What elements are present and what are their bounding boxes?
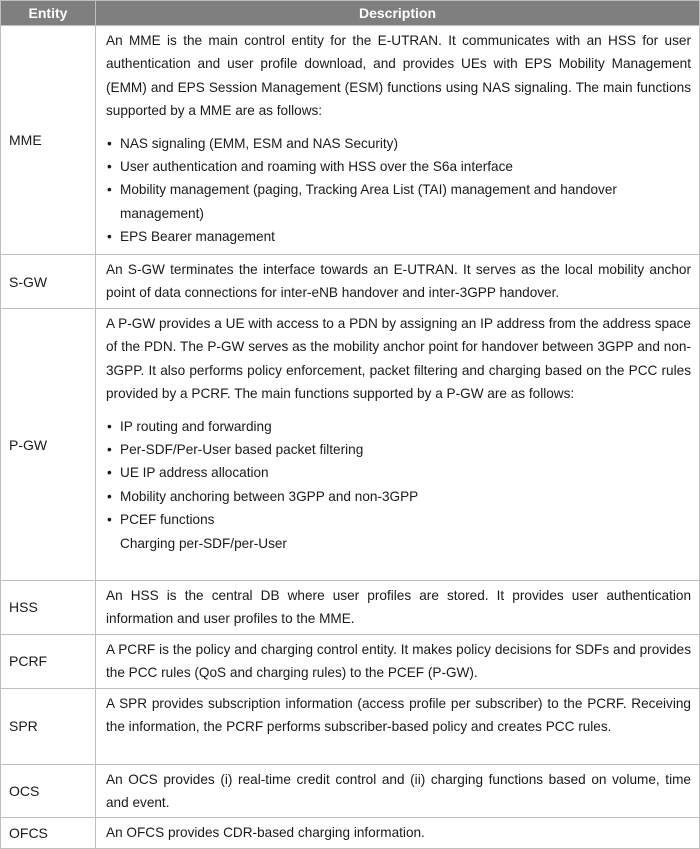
entity-description [96,309,700,581]
entity-name: MME [1,26,96,255]
list-item: • EPS Bearer management [106,225,691,248]
description-text: An OCS provides (i) real-time credit control and (ii) charging functions based on volume, time and event. [106,771,691,811]
table-row [1,688,700,764]
bullet-list [106,132,691,249]
table-row [1,26,700,255]
table-row [1,309,700,581]
list-item: • PCEF functions [106,508,691,531]
entity-name: HSS [1,581,96,635]
bullet-icon: • [107,229,112,245]
entity-description [96,581,700,635]
entity-description [96,26,700,255]
bullet-list [106,415,691,532]
description-text: An MME is the main control entity for the E-UTRAN. It communicates with an HSS for user authentication and user profile download, and provides UEs with EPS Mobility Management (EMM) and EPS Session Management (ESM) functions using NAS signaling. The main functions supported by a MME are as follows: [106,33,691,119]
entity-name: SPR [1,688,96,764]
table-row [1,581,700,635]
entity-name: OCS [1,764,96,818]
list-item: • Mobility management (paging, Tracking Area List (TAI) management and handover management) [106,178,691,225]
table-row [1,255,700,309]
table-row [1,634,700,688]
bullet-icon: • [107,418,112,434]
list-item: • Per-SDF/Per-User based packet filtering [106,438,691,461]
entity-name: P-GW [1,309,96,581]
description-text: A P-GW provides a UE with access to a PDN by assigning an IP address from the address space of the PDN. The P-GW serves as the mobility anchor point for handover between 3GPP and non-3GPP. It also performs policy enforcement, packet filtering and charging based on the PCC rules provided by a PCRF. The main functions supported by a P-GW are as follows: [106,316,691,402]
entity-description [96,764,700,818]
bullet-icon: • [107,488,112,504]
description-text: A PCRF is the policy and charging control entity. It makes policy decisions for SDFs and provides the PCC rules (QoS and charging rules) to the PCEF (P-GW). [106,641,691,681]
description-text: An S-GW terminates the interface towards an E-UTRAN. It serves as the local mobility anchor point of data connections for inter-eNB handover and inter-3GPP handover. [106,262,691,301]
entity-name: OFCS [1,818,96,848]
description-text: A SPR provides subscription information (access profile per subscriber) to the PCRF. Receiving the information, the PCRF performs subscriber-based policy and creates PCC rules. [106,695,691,735]
header-description: Description [96,1,700,26]
bullet-icon: • [107,512,112,528]
bullet-icon: • [107,182,112,198]
entity-description [96,255,700,309]
description-text: An HSS is the central DB where user profiles are stored. It provides user authentication information and user profiles to the MME. [106,588,691,627]
list-item: • IP routing and forwarding [106,415,691,438]
entity-name: PCRF [1,634,96,688]
sub-item: Charging per-SDF/per-User [120,535,287,551]
description-text: An OFCS provides CDR-based charging information. [106,825,425,841]
list-item: • UE IP address allocation [106,461,691,484]
entity-description [96,688,700,764]
list-item: • User authentication and roaming with HSS over the S6a interface [106,155,691,178]
bullet-icon: • [107,135,112,151]
list-item: • Mobility anchoring between 3GPP and non-3GPP [106,485,691,508]
header-entity: Entity [1,1,96,26]
table-row [1,818,700,848]
list-item: • NAS signaling (EMM, ESM and NAS Security) [106,132,691,155]
table-header-row [1,1,700,26]
entity-name: S-GW [1,255,96,309]
bullet-icon: • [107,159,112,175]
entity-description [96,818,700,848]
bullet-icon: • [107,465,112,481]
bullet-icon: • [107,442,112,458]
table-row [1,764,700,818]
entity-description [96,634,700,688]
